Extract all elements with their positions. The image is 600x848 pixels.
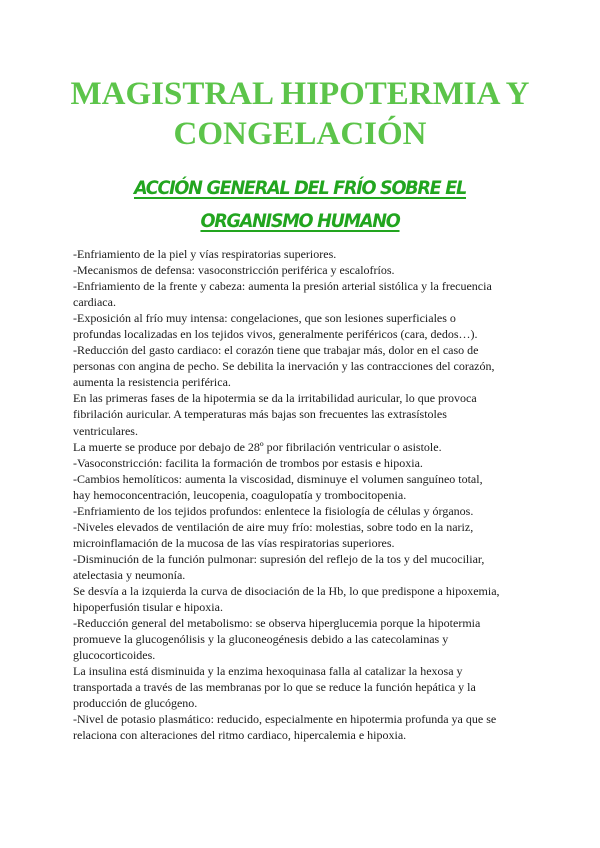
text-line: -Disminución de la función pulmonar: supresión del reflejo de la tos y del mucociliar, xyxy=(73,551,485,566)
text-line: cardiaca. xyxy=(73,295,116,310)
text-line: -Cambios hemolíticos: aumenta la viscosidad, disminuye el volumen sanguíneo total, xyxy=(73,471,483,486)
text-line: ventriculares. xyxy=(73,423,138,438)
page-title: MAGISTRAL HIPOTERMIA Y CONGELACIÓN xyxy=(70,76,530,152)
text-line: -Mecanismos de defensa: vasoconstricción periférica y escalofríos. xyxy=(73,263,395,278)
body-text xyxy=(73,246,535,743)
text-line: -Reducción general del metabolismo: se observa hiperglucemia porque la hipotermia xyxy=(73,616,481,631)
text-line: transportada a través de las membranas por lo que se reduce la función hepática y la xyxy=(73,680,476,695)
text-line: promueve la glucogenólisis y la gluconeogénesis debido a las catecolaminas y xyxy=(73,632,449,647)
text-line: -Nivel de potasio plasmático: reducido, especialmente en hipotermia profunda ya que se xyxy=(73,712,497,727)
text-line: La muerte se produce por debajo de 28º por fibrilación ventricular o asistole. xyxy=(73,439,442,454)
text-line: producción de glucógeno. xyxy=(73,696,198,711)
text-line: atelectasia y neumonía. xyxy=(73,567,186,582)
text-line: -Reducción del gasto cardiaco: el corazón tiene que trabajar más, dolor en el caso de xyxy=(73,343,479,358)
text-line: hay hemoconcentración, leucopenia, coagulopatía y trombocitopenia. xyxy=(73,487,407,502)
text-line: -Exposición al frío muy intensa: congelaciones, que son lesiones superficiales o xyxy=(73,311,456,326)
text-line: -Enfriamiento de la piel y vías respiratorias superiores. xyxy=(73,247,337,261)
text-line: personas con angina de pecho. Se debilita la inervación y las contracciones del corazón, xyxy=(73,359,495,374)
text-line: microinflamación de la mucosa de las vías respiratorias superiores. xyxy=(73,535,395,550)
text-line: -Enfriamiento de la frente y cabeza: aumenta la presión arterial sistólica y la frecuencia xyxy=(73,279,492,294)
text-line: -Vasoconstricción: facilita la formación de trombos por estasis e hipoxia. xyxy=(73,455,423,470)
text-line: glucocorticoides. xyxy=(73,648,156,663)
section-heading: ACCIÓN GENERAL DEL FRÍO SOBRE EL ORGANISMO HUMANO xyxy=(133,177,467,232)
text-line: La insulina está disminuida y la enzima hexoquinasa falla al catalizar la hexosa y xyxy=(73,664,463,679)
text-line: En las primeras fases de la hipotermia se da la irritabilidad auricular, lo que provoca xyxy=(73,391,477,406)
text-line: hipoperfusión tisular e hipoxia. xyxy=(73,600,223,615)
text-line: relaciona con alteraciones del ritmo cardiaco, hipercalemia e hipoxia. xyxy=(73,728,407,743)
text-line: -Niveles elevados de ventilación de aire muy frío: molestias, sobre todo en la nariz, xyxy=(73,519,474,534)
text-line: Se desvía a la izquierda la curva de disociación de la Hb, lo que predispone a hipoxemia, xyxy=(73,583,500,598)
text-line: -Enfriamiento de los tejidos profundos: enlentece la fisiología de células y órganos. xyxy=(73,503,474,518)
text-line: fibrilación auricular. A temperaturas más bajas son frecuentes las extrasístoles xyxy=(73,407,447,422)
text-line: aumenta la resistencia periférica. xyxy=(73,375,231,390)
text-line: profundas localizadas en los tejidos vivos, generalmente periféricos (cara, dedos…). xyxy=(73,327,478,342)
